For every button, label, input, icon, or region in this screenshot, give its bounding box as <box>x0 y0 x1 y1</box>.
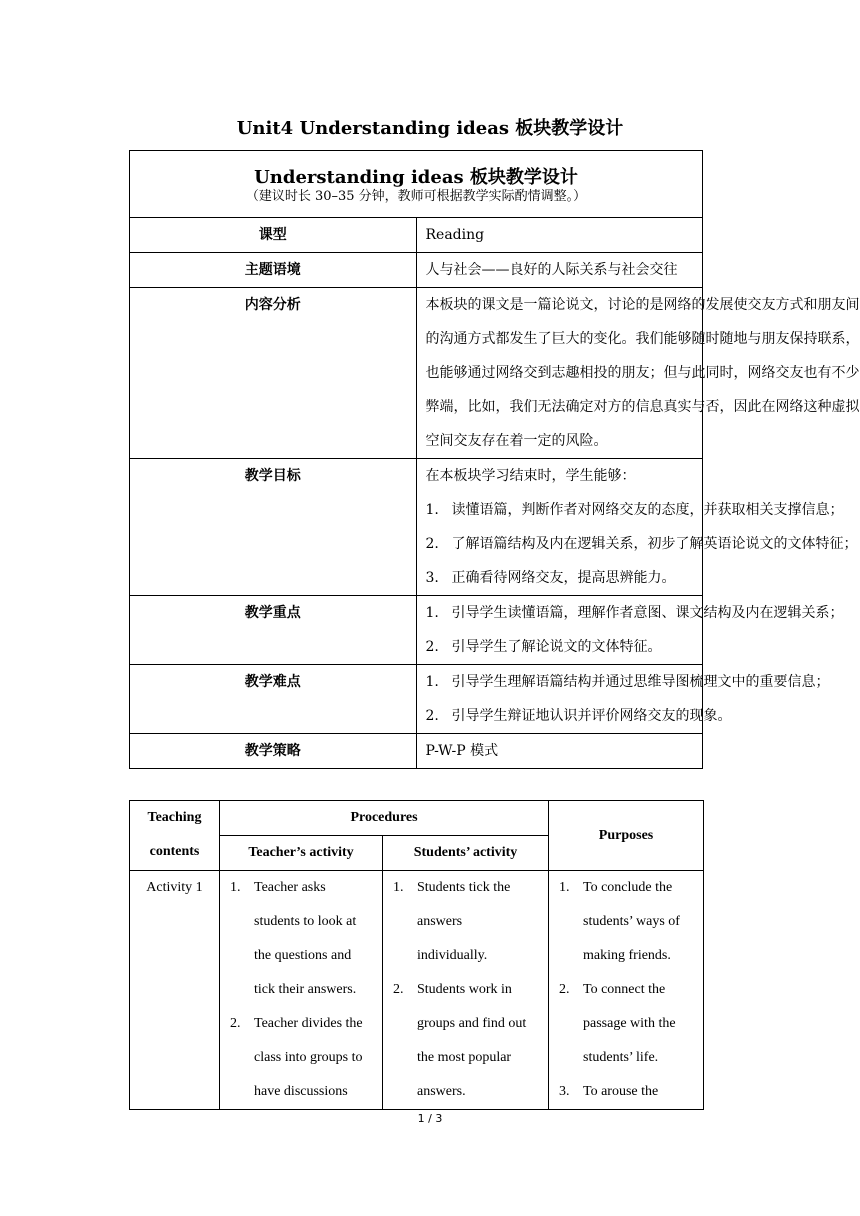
students-line: groups and find out <box>417 1016 527 1031</box>
plan-row <box>130 253 703 288</box>
plan-text-line: Reading <box>425 227 485 243</box>
teacher-line: class into groups to <box>254 1050 363 1065</box>
item-number: 1. <box>425 605 439 621</box>
plan-text-line: 的沟通方式都发生了巨大的变化。我们能够随时随地与朋友保持联系， <box>425 331 860 347</box>
item-number: 1. <box>425 674 439 690</box>
plan-row-value <box>416 734 703 769</box>
lesson-plan-table <box>129 150 860 769</box>
plan-row-label: 主题语境 <box>130 253 417 288</box>
plan-text-line: 弊端，比如，我们无法确定对方的信息真实与否，因此在网络这种虚拟 <box>425 399 860 415</box>
plan-row-label: 课型 <box>130 218 417 253</box>
plan-numbered-item <box>425 527 858 561</box>
students-item <box>393 973 544 1109</box>
purposes-line: students’ life. <box>583 1050 659 1065</box>
teacher-line: students to look at <box>254 914 357 929</box>
item-number: 2. <box>230 1016 241 1031</box>
students-item <box>393 871 544 973</box>
teacher-activity-header: Teacher’s activity <box>220 836 383 871</box>
item-number: 3. <box>559 1084 570 1099</box>
plan-text-line: 人与社会——良好的人际关系与社会交往 <box>425 262 678 278</box>
item-text: 读懂语篇，判断作者对网络交友的态度，并获取相关支撑信息； <box>451 502 844 518</box>
item-number: 1. <box>425 502 439 518</box>
plan-numbered-item <box>425 665 830 699</box>
plan-row-label: 教学策略 <box>130 734 417 769</box>
item-number: 2. <box>393 982 404 997</box>
teacher-line: the questions and <box>254 948 352 963</box>
item-number: 2. <box>559 982 570 997</box>
plan-numbered-item <box>426 561 697 595</box>
item-text: 引导学生理解语篇结构并通过思维导图梳理文中的重要信息； <box>451 674 830 690</box>
item-number: 2. <box>425 536 439 552</box>
plan-subtitle: （建议时长 30–35 分钟，教师可根据教学实际酌情调整。） <box>245 189 587 204</box>
plan-row-value <box>416 288 860 459</box>
plan-row-value <box>416 665 830 734</box>
students-line: individually. <box>417 948 488 963</box>
teacher-item <box>230 1007 378 1109</box>
teacher-line: Teacher divides the <box>254 1016 363 1031</box>
plan-row-value <box>416 253 703 288</box>
teaching-contents-header-line2: contents <box>149 844 200 859</box>
plan-numbered-item <box>425 596 844 630</box>
item-number: 2. <box>425 639 439 655</box>
teaching-contents-header-line1: Teaching <box>147 810 202 825</box>
procedures-table <box>129 800 704 1110</box>
students-line: Students tick the <box>417 880 511 895</box>
plan-title: Understanding ideas 板块教学设计 <box>254 167 578 188</box>
plan-row <box>130 288 703 459</box>
plan-text-line: P-W-P 模式 <box>425 743 499 759</box>
procedures-header: Procedures <box>220 801 549 836</box>
item-text: 引导学生读懂语篇，理解作者意图、课文结构及内在逻辑关系； <box>451 605 844 621</box>
students-line: answers <box>417 914 463 929</box>
plan-row-label: 教学目标 <box>130 459 417 596</box>
plan-row <box>130 596 703 665</box>
item-text: 引导学生了解论说文的文体特征。 <box>451 639 662 655</box>
item-number: 2. <box>425 708 439 724</box>
plan-row-value <box>416 218 703 253</box>
teacher-line: tick their answers. <box>254 982 357 997</box>
teacher-line: Teacher asks <box>254 880 326 895</box>
purposes-header: Purposes <box>549 801 704 871</box>
plan-row <box>130 218 703 253</box>
purposes-item <box>559 1075 699 1109</box>
plan-intro-line: 在本板块学习结束时，学生能够： <box>425 468 636 484</box>
students-activity-header: Students’ activity <box>383 836 549 871</box>
students-line: answers. <box>417 1084 466 1099</box>
activity-name: Activity 1 <box>130 871 220 1110</box>
plan-text-line: 空间交友存在着一定的风险。 <box>425 433 608 449</box>
teacher-item <box>230 871 378 1007</box>
students-line: Students work in <box>417 982 512 997</box>
purposes-line: passage with the <box>583 1016 676 1031</box>
plan-numbered-item <box>426 630 697 664</box>
purposes-item <box>559 871 699 973</box>
plan-text-line: 本板块的课文是一篇论说文，讨论的是网络的发展使交友方式和朋友间 <box>425 297 860 313</box>
plan-row <box>130 734 703 769</box>
purposes-cell <box>549 871 704 1110</box>
plan-row <box>130 665 703 734</box>
purposes-line: To conclude the <box>583 880 673 895</box>
document-title: Unit4 Understanding ideas 板块教学设计 <box>236 118 624 139</box>
plan-row-label: 教学重点 <box>130 596 417 665</box>
plan-numbered-item <box>425 493 844 527</box>
plan-row <box>130 459 703 596</box>
plan-text-line: 也能够通过网络交到志趣相投的朋友；但与此同时，网络交友也有不少 <box>425 365 860 381</box>
purposes-line: students’ ways of <box>583 914 680 929</box>
item-number: 1. <box>230 880 241 895</box>
plan-row-value <box>416 459 858 596</box>
teacher-line: have discussions <box>254 1084 348 1099</box>
teaching-contents-header <box>130 801 220 871</box>
plan-row-label: 教学难点 <box>130 665 417 734</box>
students-line: the most popular <box>417 1050 512 1065</box>
purposes-line: making friends. <box>583 948 671 963</box>
item-number: 1. <box>559 880 570 895</box>
item-number: 3. <box>425 570 439 586</box>
students-activity-cell <box>383 871 549 1110</box>
item-text: 引导学生辩证地认识并评价网络交友的现象。 <box>451 708 732 724</box>
item-number: 1. <box>393 880 404 895</box>
page-number: 1 / 3 <box>417 1112 443 1125</box>
teacher-activity-cell <box>220 871 383 1110</box>
plan-row-label: 内容分析 <box>130 288 417 459</box>
item-text: 正确看待网络交友，提高思辨能力。 <box>451 570 676 586</box>
plan-numbered-item <box>425 699 732 733</box>
plan-row-value <box>416 596 844 665</box>
plan-header <box>130 151 703 218</box>
purposes-line: To arouse the <box>583 1084 659 1099</box>
item-text: 了解语篇结构及内在逻辑关系，初步了解英语论说文的文体特征； <box>451 536 858 552</box>
purposes-line: To connect the <box>583 982 666 997</box>
purposes-item <box>559 973 699 1075</box>
